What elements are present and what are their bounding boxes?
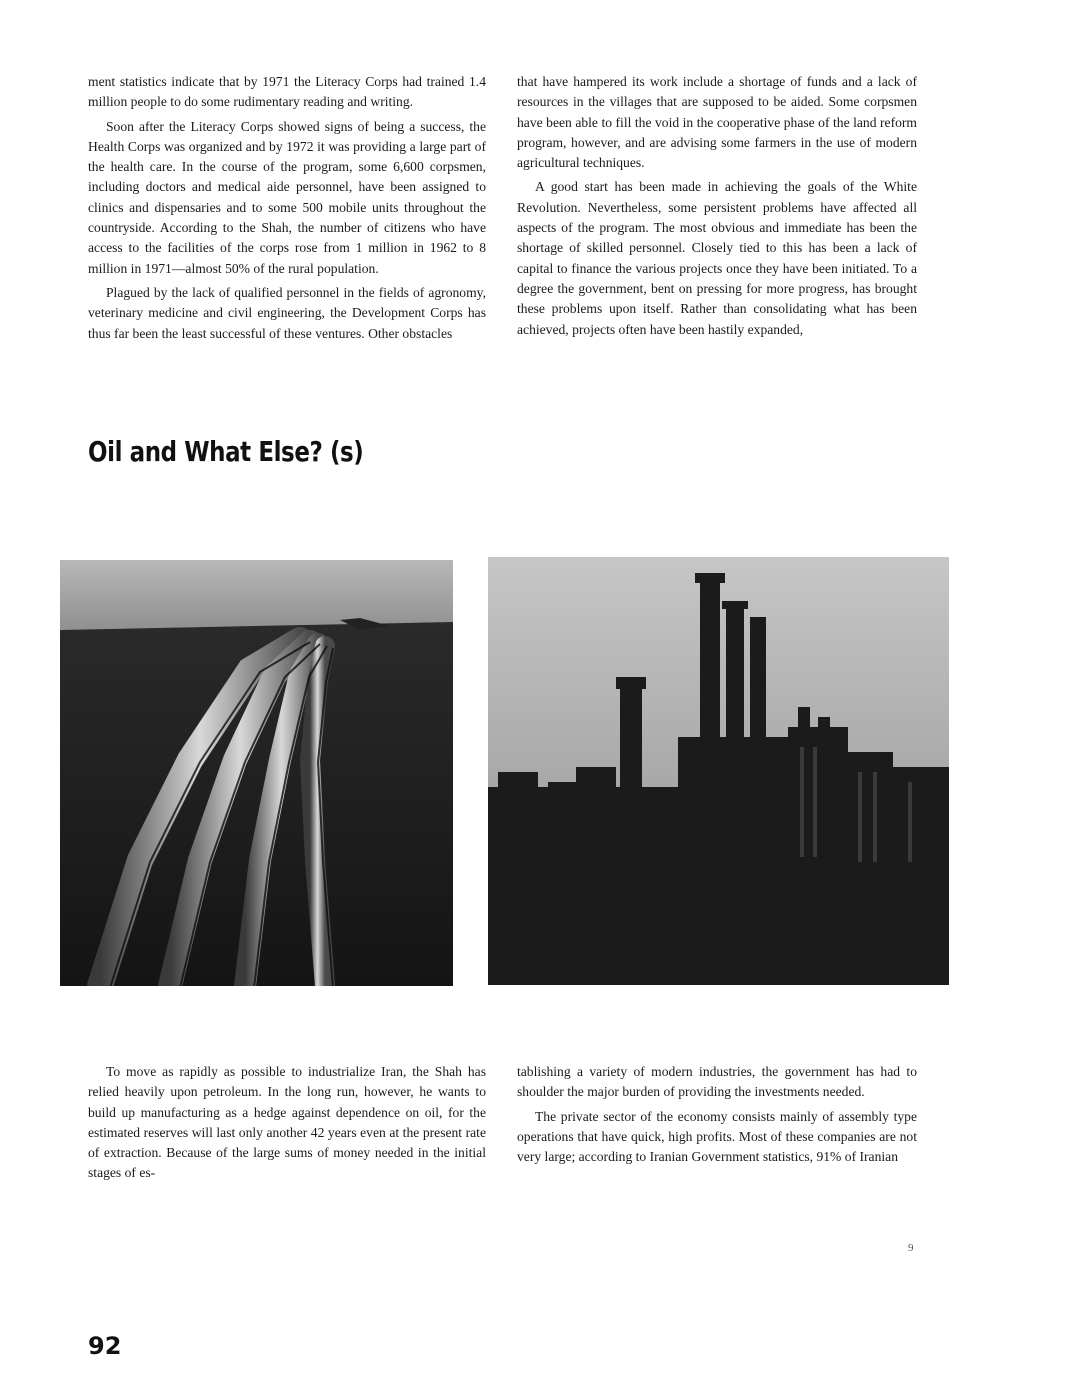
page-number: 92	[88, 1332, 122, 1360]
paragraph: The private sector of the economy consists mainly of assembly type operations that have quick, high profits. Most of these companies are not very large; according to Iranian Government statistics, 91% of Iranian	[517, 1108, 917, 1165]
text-column-top-right	[517, 72, 917, 344]
section-heading: Oil and What Else? (s)	[88, 435, 364, 468]
paragraph: that have hampered its work include a shortage of funds and a lack of resources in the villages that are supposed to be aided. Some corpsmen have been able to fill the void in the cooperative phase of the land reform program, however, and are advising some farmers in the use of modern agricultural techniques.	[517, 74, 917, 171]
text-column-bottom-right	[517, 1062, 917, 1171]
refinery-photo	[488, 557, 949, 985]
paragraph: ment statistics indicate that by 1971 the Literacy Corps had trained 1.4 million people to do some rudimentary reading and writing.	[88, 74, 486, 110]
pipeline-photo	[60, 560, 453, 986]
footnote-mark: 9	[908, 1242, 914, 1254]
paragraph: tablishing a variety of modern industries, the government has had to shoulder the major burden of providing the investments needed.	[517, 1064, 917, 1100]
paragraph: Soon after the Literacy Corps showed signs of being a success, the Health Corps was organized and by 1972 it was providing a large part of the health care. In the course of the program, some 6,600 corpsmen, including doctors and medical aide personnel, have been assigned to clinics and dispensaries and to some 500 mobile units throughout the countryside. According to the Shah, the number of citizens who have access to the facilities of the corps rose from 1 million in 1962 to 8 million in 1971—almost 50% of the rural population.	[88, 118, 486, 276]
paragraph: A good start has been made in achieving the goals of the White Revolution. Nevertheless, some persistent problems have affected all aspects of the program. The most obvious and immediate has been the shortage of skilled personnel. Closely tied to this has been a lack of capital to finance the various projects once they have been initiated. To a degree the government, bent on pressing for more progress, has brought these problems upon itself. Rather than consolidating what has been achieved, projects often have been hastily expanded,	[517, 179, 917, 337]
text-column-bottom-left	[88, 1062, 486, 1188]
text-column-top-left	[88, 72, 486, 348]
paragraph: To move as rapidly as possible to industrialize Iran, the Shah has relied heavily upon petroleum. In the long run, however, he wants to build up manufacturing as a hedge against dependence on oil, for the estimated reserves will last only another 42 years even at the present rate of extraction. Because of the large sums of money needed in the initial stages of es-	[88, 1064, 486, 1181]
paragraph: Plagued by the lack of qualified personnel in the fields of agronomy, veterinary medicine and civil engineering, the Development Corps has thus far been the least successful of these ventures. Other obstacles	[88, 284, 486, 341]
